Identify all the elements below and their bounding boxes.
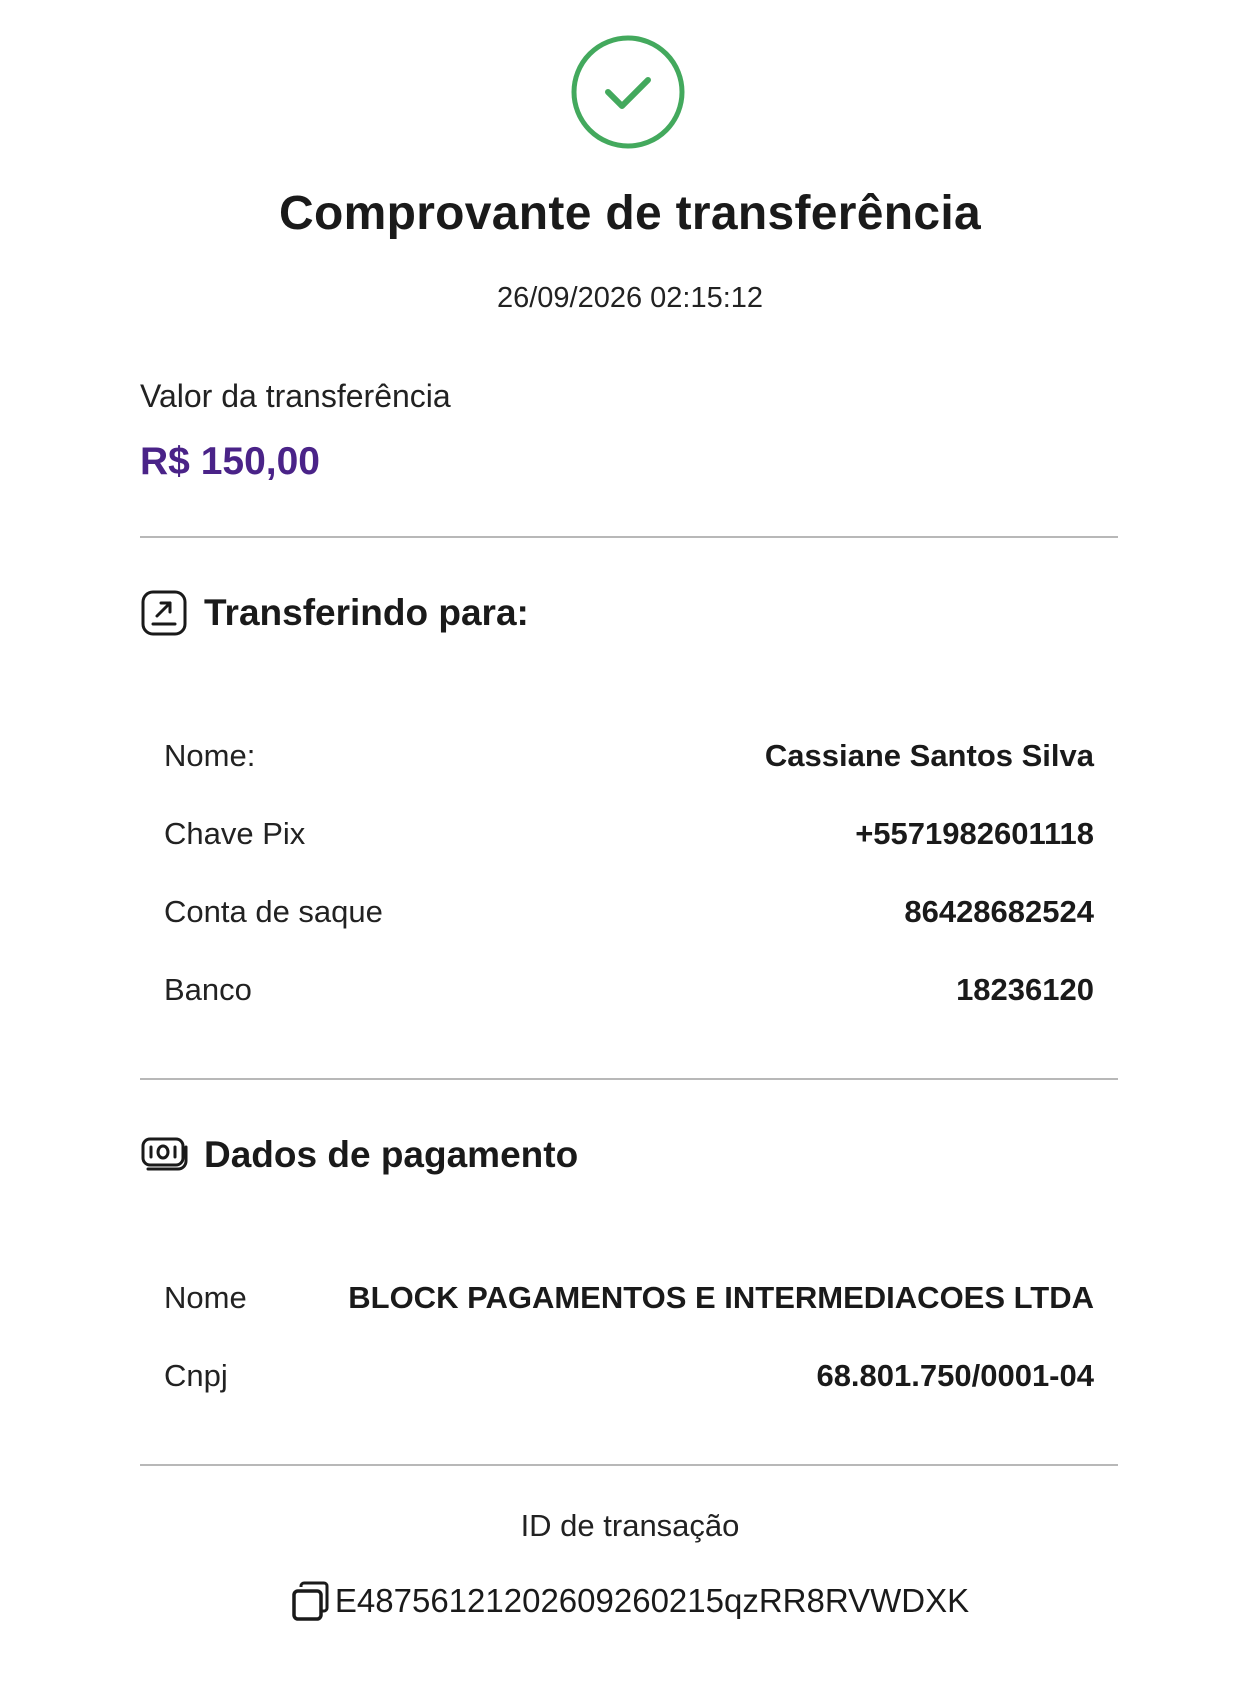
transfer-out-icon (140, 589, 188, 637)
recipient-row-name (164, 733, 1094, 779)
recipient-section-title: Transferindo para: (204, 592, 529, 633)
row-label: Nome (164, 1280, 247, 1315)
row-label: Chave Pix (164, 816, 306, 851)
copy-icon[interactable] (291, 1580, 331, 1622)
transaction-id-value: E48756121202609260215qzRR8RVWDXK (334, 1582, 970, 1619)
recipient-row-account (164, 889, 1094, 935)
recipient-row-pix-key (164, 811, 1094, 857)
row-label: Cnpj (164, 1358, 228, 1393)
success-check-icon (570, 34, 686, 150)
transaction-id-row[interactable] (0, 1580, 1250, 1622)
row-label: Nome: (164, 738, 256, 773)
amount-value: R$ 150,00 (140, 440, 320, 483)
row-label: Banco (164, 972, 252, 1007)
row-value: 68.801.750/0001-04 (816, 1358, 1094, 1393)
row-value: 18236120 (956, 972, 1094, 1007)
money-bills-icon (140, 1131, 188, 1179)
payment-row-cnpj (164, 1353, 1094, 1399)
transaction-id-label: ID de transação (520, 1508, 740, 1543)
row-label: Conta de saque (164, 894, 383, 929)
recipient-row-bank (164, 967, 1094, 1013)
transfer-datetime: 26/09/2026 02:15:12 (496, 282, 764, 314)
recipient-section-header (140, 588, 529, 638)
divider (140, 1464, 1118, 1466)
row-value: BLOCK PAGAMENTOS E INTERMEDIACOES LTDA (348, 1280, 1094, 1315)
divider (140, 536, 1118, 538)
row-value: Cassiane Santos Silva (764, 738, 1094, 773)
payment-row-name (164, 1275, 1094, 1321)
row-value: +5571982601118 (855, 816, 1094, 851)
amount-label: Valor da transferência (140, 378, 451, 414)
divider (140, 1078, 1118, 1080)
row-value: 86428682524 (904, 894, 1094, 929)
page-title: Comprovante de transferência (279, 187, 981, 240)
payment-section-header (140, 1130, 578, 1180)
payment-section-title: Dados de pagamento (204, 1134, 579, 1175)
